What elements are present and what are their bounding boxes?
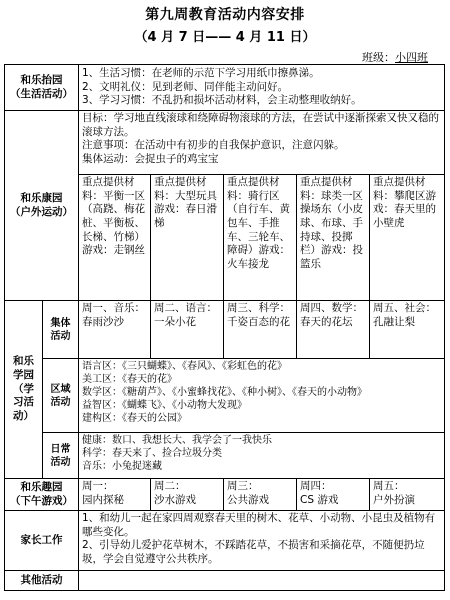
row-learning-daily (5, 433, 445, 479)
afternoon-game: 户外扮演 (373, 493, 415, 506)
learning-group-cell: 周四、数学：春天的花坛 (297, 301, 370, 359)
class-value: 小四班 (395, 51, 428, 64)
afternoon-game: 沙水游戏 (154, 493, 196, 506)
outdoor-cell: 重点提供材料：骑行区（自行车、黄包车、手推车、三轮车、障碍）游戏：火车接龙 (224, 175, 297, 301)
section-morning-label: 和乐抬园 (20, 73, 63, 86)
class-info (362, 49, 428, 65)
section-learning-label: 和乐学园 (13, 355, 34, 382)
row-outdoor-top (5, 111, 445, 175)
afternoon-cell (224, 479, 297, 511)
daily-line: 音乐：小兔捉迷藏 (82, 461, 162, 472)
parents-content (79, 511, 445, 571)
afternoon-cell (297, 479, 370, 511)
afternoon-day: 周四： (300, 480, 332, 492)
learning-group-cell: 周一、音乐：春雨沙沙 (79, 301, 151, 359)
row-other (5, 571, 445, 591)
section-outdoor-label: 和乐康园 (20, 191, 63, 204)
area-line: 数学区：《糖葫芦》、《小蜜蜂找花》、《种小树》、《春天的小动物》 (82, 387, 367, 398)
section-learning (5, 301, 43, 479)
class-label: 班级： (362, 51, 395, 64)
area-line: 语言区：《三只蝴蝶》、《春风》、《彩虹色的花》 (82, 361, 287, 372)
row-learning-group (5, 301, 445, 359)
parents-line: 1、和幼儿一起在家四周观察春天里的树木、花草、小动物、小昆虫及植物有哪些变化。 (82, 512, 436, 538)
afternoon-cell (79, 479, 151, 511)
morning-line: 1、生活习惯：在老师的示范下学习用纸巾擦鼻涕。 (82, 67, 320, 80)
section-morning-sub: （生活活动） (10, 87, 73, 100)
area-line: 美工区：《春天的花》 (82, 374, 177, 385)
outdoor-goal-note (79, 111, 445, 175)
afternoon-cell (151, 479, 224, 511)
daily-line: 科学：春天来了、捡合垃圾分类 (82, 448, 222, 459)
date-range: （4 月 7 日—— 4 月 11 日） (134, 30, 316, 45)
outdoor-cell: 重点提供材料：平衡一区（高跷、梅花桩、平衡板、长梯、竹梯）游戏：走钢丝 (79, 175, 151, 301)
afternoon-day: 周三： (227, 480, 259, 492)
outdoor-cell: 重点提供材料：球类一区操场东（小皮球、布球、手持球、投掷栏）游戏：投篮乐 (297, 175, 370, 301)
morning-line: 2、文明礼仪：见到老师、同伴能主动问好。 (82, 80, 289, 93)
page-title: 第九周教育活动内容安排 (145, 7, 305, 23)
learning-daily-label: 日常活动 (43, 433, 79, 479)
row-learning-area (5, 359, 445, 433)
learning-group-cell: 周三、科学：千姿百态的花 (224, 301, 297, 359)
daily-line: 健康：数口、我想长大、我学会了一我快乐 (82, 435, 272, 446)
afternoon-game: 园内探秘 (82, 493, 124, 506)
outdoor-group-activity: 集体运动：会捉虫子的鸡宝宝 (82, 152, 219, 165)
section-learning-sub: （学习活动） (13, 382, 34, 422)
learning-area-label: 区域活动 (43, 359, 79, 433)
learning-daily-content (79, 433, 445, 479)
learning-group-cell: 周五、社会：孔融让梨 (370, 301, 445, 359)
parents-line: 2、引导幼儿爱护花草树木，不踩踏花草，不损害和采摘花草，不随便扔垃圾，学会自觉遵守公共秩序。 (82, 539, 425, 565)
other-content (79, 571, 445, 591)
section-outdoor-sub: （户外运动） (10, 205, 73, 218)
afternoon-day: 周二： (154, 480, 186, 492)
section-outdoor (5, 111, 79, 301)
section-parents: 家长工作 (5, 511, 79, 571)
section-other: 其他活动 (5, 571, 79, 591)
outdoor-cell: 重点提供材料：大型玩具游戏：春日滑梯 (151, 175, 224, 301)
row-afternoon (5, 479, 445, 511)
afternoon-game: CS 游戏 (300, 493, 339, 506)
learning-group-label: 集体活动 (43, 301, 79, 359)
area-line: 益智区：《蝴蝶飞》、《小动物大发现》 (82, 400, 247, 411)
outdoor-note: 注意事项：在活动中有初步的自我保护意识，注意闪躲。 (82, 139, 345, 152)
section-afternoon-sub: （下午游戏） (10, 494, 73, 507)
afternoon-game: 公共游戏 (227, 493, 269, 506)
section-afternoon (5, 479, 79, 511)
row-parents (5, 511, 445, 571)
morning-line: 3、学习习惯：不乱扔和损坏活动材料，会主动整理收纳好。 (82, 94, 362, 107)
afternoon-cell (370, 479, 445, 511)
row-morning (5, 65, 445, 111)
afternoon-day: 周一： (82, 480, 114, 492)
area-line: 建构区：《春天的公园》 (82, 413, 187, 424)
morning-content (79, 65, 445, 111)
section-afternoon-label: 和乐趣园 (20, 480, 63, 493)
learning-group-cell: 周二、语言：一朵小花 (151, 301, 224, 359)
section-morning (5, 65, 79, 111)
outdoor-goal: 目标：学习地直线滚球和绕障碍物滚球的方法，在尝试中逐渐探索又快又稳的滚球方法。 (82, 112, 439, 138)
learning-area-content (79, 359, 445, 433)
outdoor-cell: 重点提供材料：攀爬区游戏：春天里的小壁虎 (370, 175, 445, 301)
schedule-table (4, 64, 445, 591)
afternoon-day: 周五： (373, 480, 405, 492)
